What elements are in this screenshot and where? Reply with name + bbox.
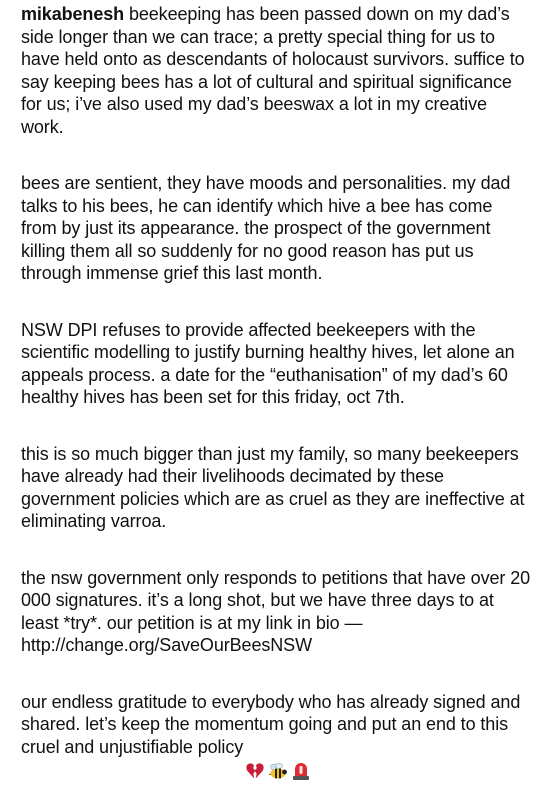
paragraph-1-text: beekeeping has been passed down on my dad’s side longer than we can trace; a pretty special thing for us to have held onto as descendants of holocaust survivors. suffice to say keeping bees has a lot of cultural and spiritual significance for us; i’ve also used my dad’s beeswax a lot in my creative work. xyxy=(21,4,525,137)
paragraph-4-text: this is so much bigger than just my family, so many beekeepers have already had their livelihoods decimated by these government policies which are as cruel as they are ineffective at eliminating varroa. xyxy=(21,443,525,531)
caption-paragraph-4 xyxy=(21,443,531,533)
emoji-row xyxy=(245,739,311,759)
caption-paragraph-5 xyxy=(21,567,531,657)
paragraph-5-text: the nsw government only responds to petitions that have over 20 000 signatures. it’s a long shot, but we have three days to at least *try*. our petition is at my link in bio — xyxy=(21,567,531,633)
caption-paragraph-3 xyxy=(21,319,531,409)
paragraph-6-text: our endless gratitude to everybody who has already signed and shared. let’s keep the momentum going and put an end to this cruel and unjustifiable policy xyxy=(21,691,521,757)
caption-paragraph-2 xyxy=(21,172,531,285)
username-link[interactable]: mikabenesh xyxy=(21,4,125,24)
caption-paragraph-6 xyxy=(21,691,531,759)
post-caption xyxy=(21,3,531,759)
petition-link[interactable]: http://change.org/SaveOurBeesNSW xyxy=(21,635,312,655)
bee-icon xyxy=(268,739,288,759)
paragraph-2-text: bees are sentient, they have moods and personalities. my dad talks to his bees, he can identify which hive a bee has come from by just its appearance. the prospect of the government killing them all so suddenly for no good reason has put us through immense grief this last month. xyxy=(21,173,511,283)
caption-paragraph-1 xyxy=(21,3,531,138)
siren-icon xyxy=(291,739,311,759)
paragraph-3-text: NSW DPI refuses to provide affected beekeepers with the scientific modelling to justify burning healthy hives, let alone an appeals process. a date for the “euthanisation” of my dad’s 60 healthy hives has been set for this friday, oct 7th. xyxy=(21,319,515,407)
broken-heart-icon xyxy=(245,739,265,759)
